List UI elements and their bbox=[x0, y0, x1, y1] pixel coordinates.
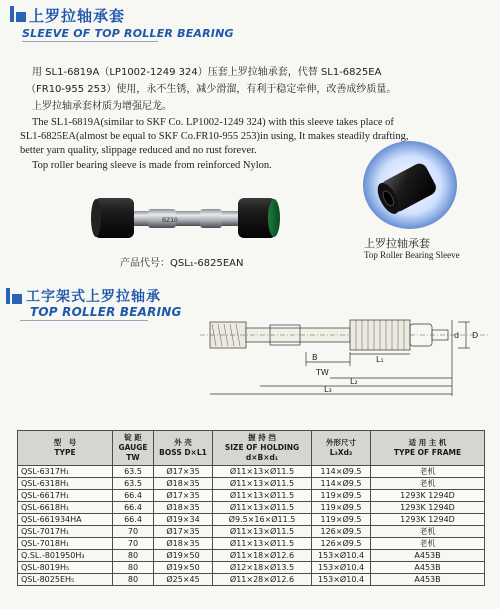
label-d: d bbox=[454, 331, 460, 340]
cell-size: 119×Ø9.5 bbox=[312, 502, 371, 514]
cell-holding: Ø12×18×Ø13.5 bbox=[213, 562, 312, 574]
intro-cn-line3: 上罗拉轴承套材质为增强尼龙。 bbox=[32, 101, 172, 112]
cell-gauge: 66.4 bbox=[113, 502, 154, 514]
cell-holding: Ø11×13×Ø11.5 bbox=[213, 526, 312, 538]
cell-boss: Ø19×50 bbox=[154, 562, 213, 574]
cell-frame: 1293K 1294D bbox=[371, 502, 485, 514]
table-row bbox=[18, 466, 485, 478]
col-header-gauge: 锭 距 GAUGE TW bbox=[113, 431, 154, 466]
table-row bbox=[18, 490, 485, 502]
cell-type: QSL-6318H₁ bbox=[18, 478, 113, 490]
cell-gauge: 66.4 bbox=[113, 514, 154, 526]
table-header-row bbox=[18, 431, 485, 466]
cell-size: 119×Ø9.5 bbox=[312, 490, 371, 502]
table-row bbox=[18, 478, 485, 490]
label-D: D bbox=[472, 331, 479, 340]
intro-en-line1: The SL1-6819A(similar to SKF Co. LP1002-1249 324) with this sleeve takes place of bbox=[32, 117, 394, 128]
table-row bbox=[18, 562, 485, 574]
table-row bbox=[18, 574, 485, 586]
cell-size: 153×Ø10.4 bbox=[312, 562, 371, 574]
cell-gauge: 66.4 bbox=[113, 490, 154, 502]
cell-boss: Ø17×35 bbox=[154, 526, 213, 538]
cell-type: Q.SL.-801950H₃ bbox=[18, 550, 113, 562]
cell-boss: Ø18×35 bbox=[154, 502, 213, 514]
cell-gauge: 70 bbox=[113, 538, 154, 550]
cell-holding: Ø11×13×Ø11.5 bbox=[213, 478, 312, 490]
cell-size: 126×Ø9.5 bbox=[312, 526, 371, 538]
cell-size: 114×Ø9.5 bbox=[312, 478, 371, 490]
label-TW: TW bbox=[316, 368, 329, 377]
cell-frame: A453B bbox=[371, 562, 485, 574]
section1-title-en: SLEEVE OF TOP ROLLER BEARING bbox=[22, 27, 234, 40]
section1-title-cn: 上罗拉轴承套 bbox=[29, 7, 126, 25]
cell-size: 153×Ø10.4 bbox=[312, 574, 371, 586]
cell-gauge: 80 bbox=[113, 574, 154, 586]
cell-frame: 老机 bbox=[371, 526, 485, 538]
cell-boss: Ø19×50 bbox=[154, 550, 213, 562]
cell-type: QSL-7018H₁ bbox=[18, 538, 113, 550]
cell-gauge: 63.5 bbox=[113, 466, 154, 478]
product-code-caption: 产品代号：QSL₁-6825EAN bbox=[120, 258, 244, 269]
cell-frame: A453B bbox=[371, 550, 485, 562]
cell-frame: 1293K 1294D bbox=[371, 514, 485, 526]
sleeve-caption-en: Top Roller Bearing Sleeve bbox=[364, 250, 460, 260]
cell-frame: 1293K 1294D bbox=[371, 490, 485, 502]
cell-gauge: 63.5 bbox=[113, 478, 154, 490]
section2-rule bbox=[20, 320, 148, 321]
section-marker-icon bbox=[6, 288, 22, 304]
section-marker-icon bbox=[10, 6, 26, 22]
roller-shaft bbox=[128, 211, 248, 226]
cell-type: QSL-6317H₁ bbox=[18, 466, 113, 478]
intro-cn-line1: 用 SL1-6819A（LP1002-1249 324）压套上罗拉轴承套，代替 SL1-6825EA bbox=[32, 67, 382, 78]
col-header-boss: 外 壳 BOSS D×L1 bbox=[154, 431, 213, 466]
shaft-marking: BZ10 bbox=[162, 217, 178, 224]
cell-boss: Ø17×35 bbox=[154, 490, 213, 502]
intro-en-line4: Top roller bearing sleeve is made from reinforced Nylon. bbox=[32, 160, 272, 171]
col-header-frame: 适 用 主 机 TYPE OF FRAME bbox=[371, 431, 485, 466]
cell-frame: 老机 bbox=[371, 466, 485, 478]
technical-drawing bbox=[200, 316, 490, 398]
label-L3: L₃ bbox=[324, 385, 332, 394]
cell-gauge: 70 bbox=[113, 526, 154, 538]
table-row bbox=[18, 514, 485, 526]
cell-holding: Ø9.5×16×Ø11.5 bbox=[213, 514, 312, 526]
cell-boss: Ø17×35 bbox=[154, 466, 213, 478]
intro-en-line3: better yarn quality, slippage reduced and no rust forever. bbox=[20, 145, 257, 156]
label-L2: L₂ bbox=[350, 377, 358, 386]
cell-frame: A453B bbox=[371, 574, 485, 586]
cell-type: QSL-8025EH₅ bbox=[18, 574, 113, 586]
cell-type: QSL-6618H₁ bbox=[18, 502, 113, 514]
cell-size: 126×Ø9.5 bbox=[312, 538, 371, 550]
intro-en-line2: SL1-6825EA(almost be equal to SKF Co.FR10-955 253)in using, It makes steadily drafting, bbox=[20, 131, 409, 142]
cell-type: QSL-7017H₁ bbox=[18, 526, 113, 538]
green-end-cap bbox=[268, 199, 280, 237]
cell-size: 153×Ø10.4 bbox=[312, 550, 371, 562]
cell-size: 119×Ø9.5 bbox=[312, 514, 371, 526]
top-roller-photo bbox=[88, 188, 284, 248]
col-header-type: 型 号 TYPE bbox=[18, 431, 113, 466]
cell-size: 114×Ø9.5 bbox=[312, 466, 371, 478]
cell-boss: Ø25×45 bbox=[154, 574, 213, 586]
col-header-size: 外形尺寸 L₃Xd₂ bbox=[312, 431, 371, 466]
cell-frame: 老机 bbox=[371, 478, 485, 490]
cell-holding: Ø11×28×Ø12.6 bbox=[213, 574, 312, 586]
cell-boss: Ø18×35 bbox=[154, 478, 213, 490]
label-L1: L₁ bbox=[376, 355, 384, 364]
section1-rule bbox=[22, 41, 158, 42]
cell-holding: Ø11×13×Ø11.5 bbox=[213, 538, 312, 550]
cell-boss: Ø19×34 bbox=[154, 514, 213, 526]
cell-type: QSL-8019H₅ bbox=[18, 562, 113, 574]
cell-gauge: 80 bbox=[113, 550, 154, 562]
table-row bbox=[18, 526, 485, 538]
col-header-holding: 握 持 挡 SIZE OF HOLDING d×B×d₁ bbox=[213, 431, 312, 466]
section2-title-en: TOP ROLLER BEARING bbox=[30, 305, 182, 319]
label-B: B bbox=[312, 353, 318, 362]
spec-table bbox=[17, 430, 485, 586]
cell-holding: Ø11×13×Ø11.5 bbox=[213, 490, 312, 502]
intro-cn-line2: （FR10-955 253）使用，永不生锈，减少滑溜，有利于稳定牵伸，改善成纱质量。 bbox=[26, 84, 397, 95]
cell-boss: Ø18×35 bbox=[154, 538, 213, 550]
table-row bbox=[18, 502, 485, 514]
cell-gauge: 80 bbox=[113, 562, 154, 574]
table-row bbox=[18, 538, 485, 550]
cell-type: QSL-661934HA bbox=[18, 514, 113, 526]
table-row bbox=[18, 550, 485, 562]
cell-holding: Ø11×13×Ø11.5 bbox=[213, 466, 312, 478]
cell-holding: Ø11×13×Ø11.5 bbox=[213, 502, 312, 514]
bearing-sleeve-photo bbox=[362, 140, 458, 230]
cell-holding: Ø11×18×Ø12.6 bbox=[213, 550, 312, 562]
cell-frame: 老机 bbox=[371, 538, 485, 550]
sleeve-caption-cn: 上罗拉轴承套 bbox=[364, 237, 430, 250]
intro-cn bbox=[26, 64, 492, 115]
section2-title-cn: 工字架式上罗拉轴承 bbox=[26, 289, 161, 305]
cell-type: QSL-6617H₁ bbox=[18, 490, 113, 502]
